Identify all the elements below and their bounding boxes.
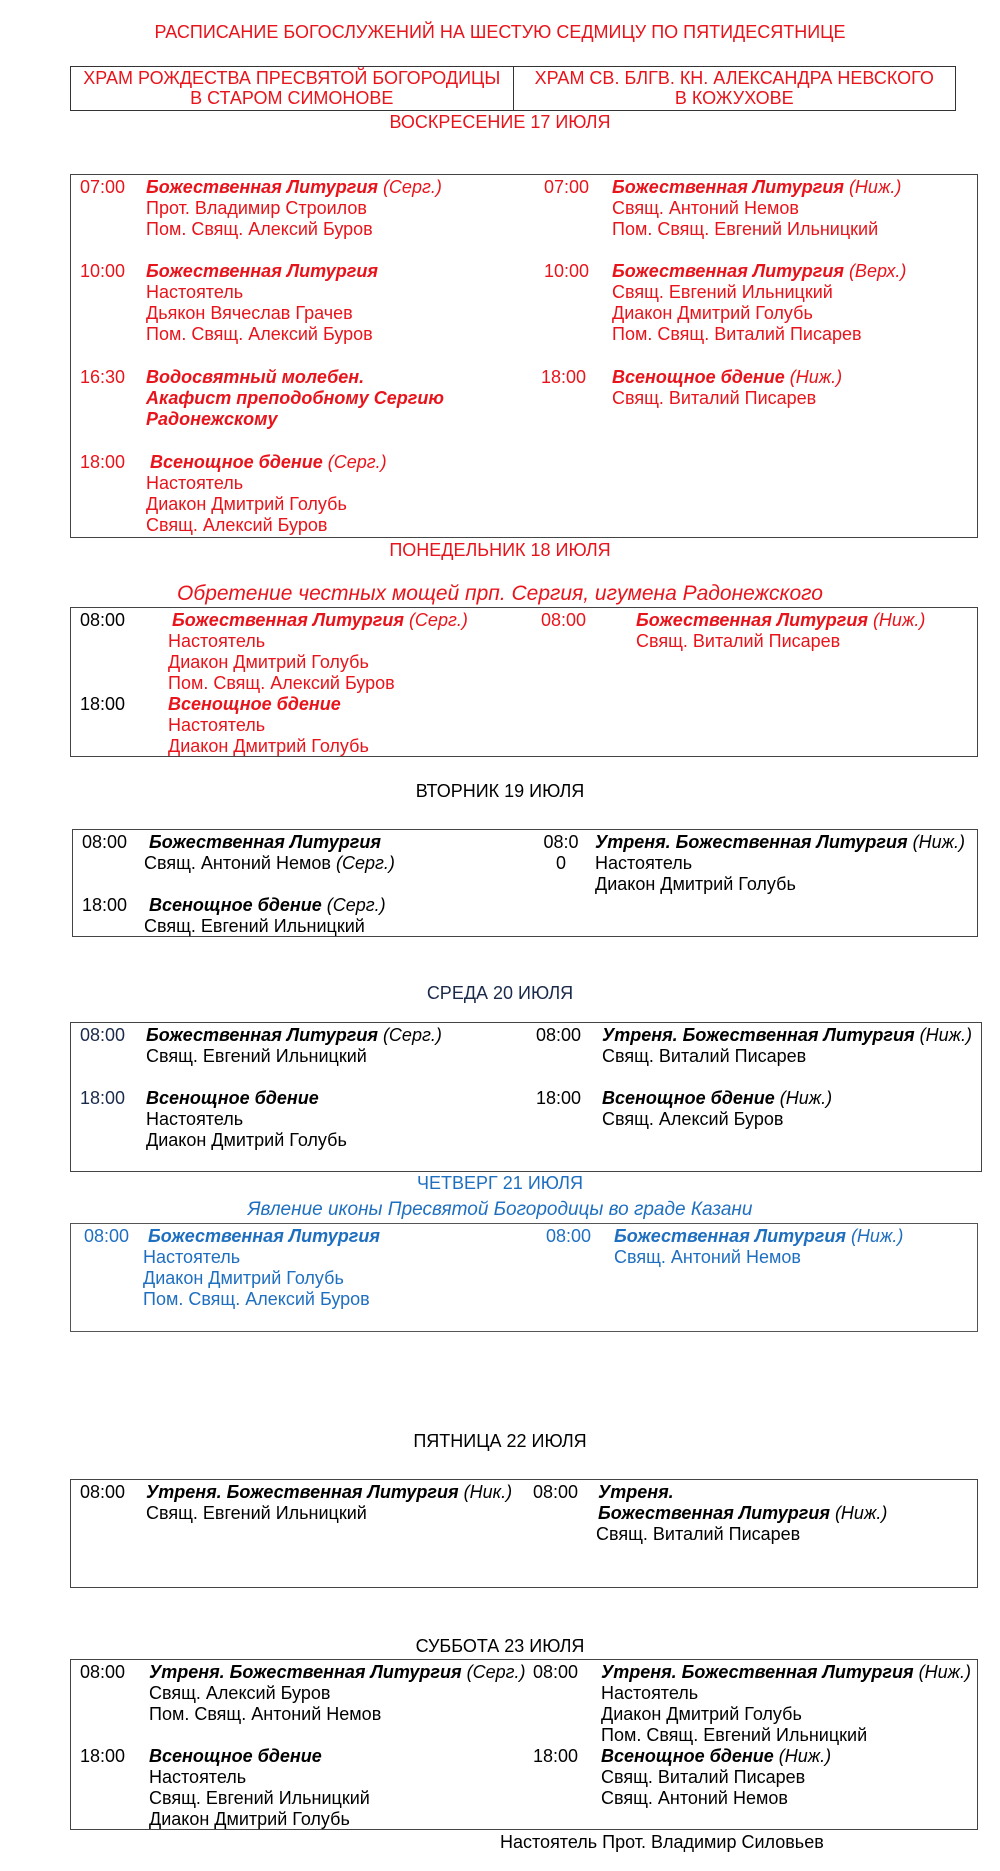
day-box-friday (70, 1479, 978, 1588)
time: 18:00 (80, 1746, 126, 1766)
page-title: РАСПИСАНИЕ БОГОСЛУЖЕНИЙ НА ШЕСТУЮ СЕДМИЦУ ПО ПЯТИДЕСЯТНИЦЕ (154, 22, 846, 42)
service-name: Божественная Литургия (614, 1226, 846, 1246)
service-entry (614, 1226, 903, 1268)
service-name: Божественная Литургия (636, 610, 868, 630)
service-name: Божественная Литургия (146, 1025, 378, 1045)
clergy: Настоятель (146, 282, 244, 302)
service-entry (601, 1662, 971, 1746)
time (539, 832, 583, 874)
service-name: Утреня. (598, 1482, 674, 1502)
service-note: (Серг.) (326, 895, 386, 915)
time: 18:00 (536, 1088, 582, 1108)
clergy: Свящ. Антоний Немов (601, 1788, 788, 1808)
clergy: Свящ. Виталий Писарев (636, 631, 841, 651)
service-name: Божественная Литургия (612, 177, 844, 197)
service-name: Всенощное бдение (149, 1746, 322, 1766)
clergy: Диакон Дмитрий Голубь (595, 874, 796, 894)
clergy: Диакон Дмитрий Голубь (168, 652, 369, 672)
service-note: (Ниж.) (834, 1503, 888, 1523)
church-right-line-1: ХРАМ СВ. БЛГВ. КН. АЛЕКСАНДРА НЕВСКОГО (534, 68, 934, 88)
day-heading-saturday: СУББОТА 23 ИЮЛЯ (415, 1636, 585, 1656)
service-name: Всенощное бдение (146, 1088, 319, 1108)
service-entry (601, 1746, 831, 1809)
service-name: Божественная Литургия (598, 1503, 830, 1523)
day-heading-sunday: ВОСКРЕСЕНИЕ 17 ИЮЛЯ (389, 112, 611, 132)
time: 18:00 (80, 1088, 126, 1108)
time: 08:00 (533, 1482, 579, 1502)
clergy: Пом. Свящ. Евгений Ильницкий (601, 1725, 868, 1745)
time: 18:00 (541, 367, 587, 387)
time: 08:00 (80, 1025, 126, 1045)
service-entry (146, 261, 378, 345)
time: 08:00 (80, 1482, 126, 1502)
time: 16:30 (80, 367, 126, 387)
time-line: 08:0 (543, 832, 579, 852)
clergy: Диакон Дмитрий Голубь (149, 1809, 350, 1829)
day-box-sunday (70, 174, 978, 538)
time: 07:00 (544, 177, 590, 197)
time: 08:00 (536, 1025, 582, 1045)
clergy: Пом. Свящ. Виталий Писарев (612, 324, 862, 344)
service-name: Всенощное бдение (149, 895, 322, 915)
clergy: Свящ. Алексий Буров (146, 515, 328, 535)
time: 18:00 (80, 694, 126, 714)
clergy: Пом. Свящ. Евгений Ильницкий (612, 219, 879, 239)
day-heading-wednesday: СРЕДА 20 ИЮЛЯ (426, 983, 574, 1003)
day-heading-monday: ПОНЕДЕЛЬНИК 18 ИЮЛЯ (389, 540, 611, 560)
clergy: Свящ. Антоний Немов (614, 1247, 801, 1267)
clergy: Свящ. Антоний Немов (612, 198, 799, 218)
church-right (513, 67, 956, 110)
church-left-line-2: В СТАРОМ СИМОНОВЕ (190, 88, 394, 108)
service-note: (Ниж.) (918, 1662, 971, 1682)
service-entry (598, 1482, 887, 1545)
clergy: Прот. Владимир Строилов (146, 198, 367, 218)
clergy: Свящ. Антоний Немов (144, 853, 331, 873)
service-name: Утреня. Божественная Литургия (595, 832, 908, 852)
church-right-line-2: В КОЖУХОВЕ (674, 88, 794, 108)
service-entry (146, 452, 387, 536)
service-entry (612, 367, 842, 409)
service-name: Утреня. Божественная Литургия (146, 1482, 459, 1502)
clergy: Настоятель (601, 1683, 699, 1703)
clergy: Диакон Дмитрий Голубь (612, 303, 813, 323)
time: 08:00 (533, 1662, 579, 1682)
service-name: Водосвятный молебен. (146, 367, 365, 387)
clergy: Свящ. Алексий Буров (149, 1683, 331, 1703)
service-name: Утреня. Божественная Литургия (602, 1025, 915, 1045)
service-name: Божественная Литургия (148, 1226, 380, 1246)
service-note: (Ниж.) (919, 1025, 972, 1045)
service-name: Утреня. Божественная Литургия (601, 1662, 914, 1682)
service-entry (149, 1662, 526, 1725)
church-left (71, 67, 513, 110)
time: 07:00 (80, 177, 126, 197)
clergy: Свящ. Евгений Ильницкий (149, 1788, 370, 1808)
clergy-note: (Серг.) (335, 853, 395, 873)
service-entry (636, 610, 925, 652)
clergy: Пом. Свящ. Алексий Буров (168, 673, 395, 693)
clergy: Диакон Дмитрий Голубь (601, 1704, 802, 1724)
service-entry (146, 367, 444, 430)
time: 08:00 (80, 610, 126, 630)
clergy: Свящ. Алексий Буров (602, 1109, 784, 1129)
clergy: Пом. Свящ. Алексий Буров (143, 1289, 370, 1309)
day-box-saturday (70, 1659, 978, 1830)
time: 08:00 (80, 1662, 126, 1682)
churches-header (70, 66, 956, 111)
service-name: Всенощное бдение (150, 452, 323, 472)
service-note: (Ник.) (463, 1482, 513, 1502)
service-note: (Ниж.) (872, 610, 926, 630)
service-name: Божественная Литургия (612, 261, 844, 281)
clergy: Дьякон Вячеслав Грачев (146, 303, 353, 323)
clergy: Настоятель (149, 1767, 247, 1787)
day-heading-thursday: ЧЕТВЕРГ 21 ИЮЛЯ (417, 1173, 583, 1193)
service-note: (Ниж.) (778, 1746, 832, 1766)
clergy: Свящ. Евгений Ильницкий (146, 1503, 367, 1523)
clergy: Свящ. Виталий Писарев (602, 1046, 807, 1066)
service-entry (595, 832, 965, 895)
service-name: Всенощное бдение (601, 1746, 774, 1766)
service-note: (Серг.) (382, 1025, 442, 1045)
clergy: Диакон Дмитрий Голубь (146, 1130, 347, 1150)
clergy: Свящ. Виталий Писарев (612, 388, 817, 408)
service-entry (602, 1025, 972, 1067)
clergy: Пом. Свящ. Антоний Немов (149, 1704, 382, 1724)
day-box-monday (70, 607, 978, 757)
service-note: (Ниж.) (912, 832, 965, 852)
service-note: (Серг.) (466, 1662, 526, 1682)
service-note: (Ниж.) (779, 1088, 833, 1108)
clergy: Настоятель (143, 1247, 241, 1267)
service-name: Божественная Литургия (146, 177, 378, 197)
service-entry (149, 1746, 370, 1830)
clergy: Настоятель (146, 473, 244, 493)
service-entry (612, 177, 901, 240)
service-name: Всенощное бдение (612, 367, 785, 387)
clergy: Пом. Свящ. Алексий Буров (146, 324, 373, 344)
service-note: (Серг.) (327, 452, 387, 472)
service-entry (146, 177, 442, 240)
time: 08:00 (82, 832, 128, 852)
clergy: Диакон Дмитрий Голубь (146, 494, 347, 514)
service-note: (Ниж.) (850, 1226, 904, 1246)
day-box-tuesday (72, 829, 978, 937)
service-name: Акафист преподобному Сергию (146, 388, 444, 408)
clergy: Свящ. Виталий Писарев (601, 1767, 806, 1787)
service-entry (612, 261, 906, 345)
church-left-line-1: ХРАМ РОЖДЕСТВА ПРЕСВЯТОЙ БОГОРОДИЦЫ (83, 68, 501, 88)
time-line: 0 (555, 853, 566, 873)
service-name: Радонежскому (146, 409, 278, 429)
service-entry (144, 895, 386, 937)
time: 10:00 (80, 261, 126, 281)
service-note: (Ниж.) (848, 177, 902, 197)
time: 18:00 (533, 1746, 579, 1766)
service-entry (602, 1088, 832, 1130)
footer-signature: Настоятель Прот. Владимир Силовьев (500, 1832, 824, 1852)
service-entry (146, 1088, 347, 1151)
service-note: (Серг.) (382, 177, 442, 197)
service-name: Божественная Литургия (146, 261, 378, 281)
time: 18:00 (82, 895, 128, 915)
service-name: Утреня. Божественная Литургия (149, 1662, 462, 1682)
clergy: Настоятель (168, 715, 266, 735)
service-name: Божественная Литургия (149, 832, 381, 852)
clergy: Свящ. Евгений Ильницкий (612, 282, 833, 302)
service-name: Божественная Литургия (172, 610, 404, 630)
service-entry (146, 1482, 512, 1524)
time: 08:00 (541, 610, 587, 630)
clergy: Настоятель (595, 853, 693, 873)
clergy: Свящ. Евгений Ильницкий (144, 916, 365, 936)
day-heading-friday: ПЯТНИЦА 22 ИЮЛЯ (413, 1431, 587, 1451)
day-box-thursday (70, 1223, 978, 1332)
feast-monday: Обретение честных мощей прп. Сергия, игумена Радонежского (177, 582, 823, 605)
service-entry (168, 610, 468, 694)
service-entry (168, 694, 369, 757)
day-heading-tuesday: ВТОРНИК 19 ИЮЛЯ (415, 781, 585, 801)
day-box-wednesday (70, 1022, 982, 1172)
time: 10:00 (544, 261, 590, 281)
clergy: Настоятель (146, 1109, 244, 1129)
service-entry (144, 832, 395, 874)
feast-thursday: Явление иконы Пресвятой Богородицы во граде Казани (247, 1199, 753, 1220)
service-name: Всенощное бдение (602, 1088, 775, 1108)
service-entry (143, 1226, 380, 1310)
service-name: Всенощное бдение (168, 694, 341, 714)
service-note: (Верх.) (848, 261, 907, 281)
clergy: Настоятель (168, 631, 266, 651)
time: 18:00 (80, 452, 126, 472)
clergy: Свящ. Евгений Ильницкий (146, 1046, 367, 1066)
service-note: (Ниж.) (789, 367, 843, 387)
service-note: (Серг.) (408, 610, 468, 630)
clergy: Пом. Свящ. Алексий Буров (146, 219, 373, 239)
time: 08:00 (84, 1226, 130, 1246)
service-entry (146, 1025, 442, 1067)
clergy: Свящ. Виталий Писарев (596, 1524, 801, 1544)
clergy: Диакон Дмитрий Голубь (168, 736, 369, 756)
clergy: Диакон Дмитрий Голубь (143, 1268, 344, 1288)
time: 08:00 (546, 1226, 592, 1246)
